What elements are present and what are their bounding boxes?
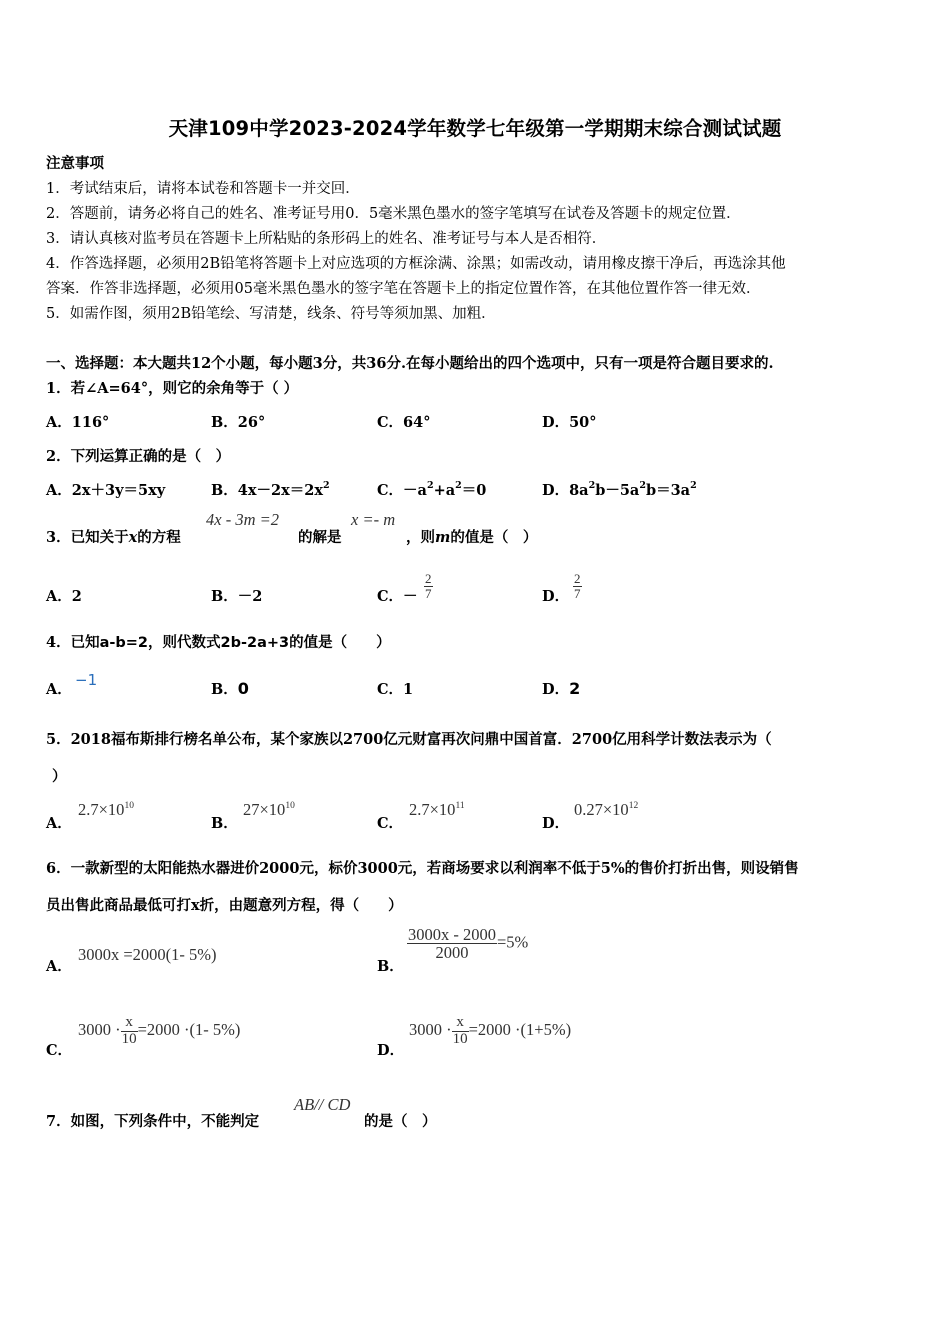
q3-option-c-fraction: $\frac{2}{7}$ bbox=[425, 571, 432, 601]
question-6-stem-line1: 6．一款新型的太阳能热水器进价2000元，标价3000元，若商场要求以利润率不低于5%的售价打折出售，则设销售 bbox=[46, 860, 799, 877]
q3-option-b: B．－2 bbox=[211, 588, 263, 605]
q2-option-c: C．$-a^2+a^2=0$ bbox=[377, 480, 487, 499]
q5-option-c-value: $2.7\times 10^{11}$ bbox=[409, 800, 465, 819]
q2-option-d: D．$8a^2b-5a^2b=3a^2$ bbox=[542, 480, 697, 499]
q3-solution: x =- m bbox=[351, 510, 396, 529]
q4-option-c: C．1 bbox=[377, 681, 414, 698]
notes-item-2: 2．答题前，请务必将自己的姓名、准考证号用0．5毫米黑色墨水的签字笔填写在试卷及答题卡的规定位置． bbox=[46, 206, 741, 222]
q2-option-b: B．$4x-2x=2x^2$ bbox=[211, 480, 330, 499]
q6-option-c-equation: 3000 · $\frac{x}{10}$ =2000 ·(1- 5%) bbox=[78, 1014, 241, 1047]
page-title: 天津109中学2023-2024学年数学七年级第一学期期末综合测试试题 bbox=[168, 117, 782, 140]
q6-option-d-label: D． bbox=[377, 1042, 405, 1059]
q3-option-d-label: D． bbox=[542, 588, 570, 605]
question-7-stem-end: 的是（ ） bbox=[364, 1113, 437, 1130]
q1-option-b: B．26° bbox=[211, 414, 266, 431]
question-4-stem: 4．已知a-b=2，则代数式2b-2a+3的值是（ ） bbox=[46, 634, 391, 651]
notes-item-3: 3．请认真核对监考员在答题卡上所粘贴的条形码上的姓名、准考证号与本人是否相符． bbox=[46, 231, 607, 247]
q4-option-d: D．2 bbox=[542, 679, 581, 698]
q3-stem-mid: 的解是 bbox=[298, 529, 342, 546]
q3-equation: 4x - 3m =2 bbox=[206, 510, 279, 529]
section-heading: 一、选择题：本大题共12个小题，每小题3分，共36分.在每小题给出的四个选项中，只有一项是符合题目要求的. bbox=[46, 355, 774, 372]
question-5-stem-line2: ） bbox=[52, 768, 67, 785]
q1-option-c: C．64° bbox=[377, 414, 431, 431]
q4-option-a-value: −1 bbox=[75, 671, 98, 689]
q6-option-a-equation: 3000x =2000(1- 5%) bbox=[78, 945, 217, 964]
question-5-stem-line1: 5．2018福布斯排行榜名单公布，某个家族以2700亿元财富再次问鼎中国首富．2700亿用科学计数法表示为（ bbox=[46, 731, 772, 748]
q3-stem-end: ，则m的值是（ ） bbox=[406, 529, 538, 546]
notes-item-4-line2: 答案．作答非选择题，必须用05毫米黑色墨水的签字笔在答题卡上的指定位置作答，在其他位置作答一律无效． bbox=[46, 281, 761, 297]
question-1-stem: 1．若∠A=64°，则它的余角等于（ ） bbox=[46, 380, 299, 397]
q5-option-d-value: $0.27\times 10^{12}$ bbox=[574, 800, 639, 819]
q4-option-a-label: A． bbox=[46, 681, 72, 698]
q3-option-a: A．2 bbox=[46, 588, 82, 605]
q6-option-c-label: C． bbox=[46, 1042, 73, 1059]
q6-option-a-label: A． bbox=[46, 958, 72, 975]
q4-option-b: B．0 bbox=[211, 679, 249, 698]
q3-option-d-fraction: $\frac{2}{7}$ bbox=[574, 571, 581, 601]
q5-option-d-label: D． bbox=[542, 815, 570, 832]
q2-option-a: A．2x＋3y＝5xy bbox=[46, 482, 166, 499]
q6-option-b-label: B． bbox=[377, 958, 404, 975]
notes-item-4-line1: 4．作答选择题，必须用2B铅笔将答题卡上对应选项的方框涂满、涂黑；如需改动，请用橡皮擦干净后，再选涂其他 bbox=[46, 256, 786, 272]
q5-option-a-value: $2.7\times 10^{10}$ bbox=[78, 800, 134, 819]
question-7-stem-start: 7．如图，下列条件中，不能判定 bbox=[46, 1113, 260, 1130]
q1-option-a: A．116° bbox=[46, 414, 110, 431]
notes-item-5: 5．如需作图，须用2B铅笔绘、写清楚，线条、符号等须加黑、加粗． bbox=[46, 306, 496, 322]
notes-heading: 注意事项 bbox=[46, 155, 104, 172]
q5-option-c-label: C． bbox=[377, 815, 404, 832]
q5-option-b-label: B． bbox=[211, 815, 238, 832]
notes-item-1: 1．考试结束后，请将本试卷和答题卡一并交回． bbox=[46, 181, 360, 197]
q5-option-b-value: $27\times 10^{10}$ bbox=[243, 800, 295, 819]
q6-option-d-equation: 3000 · $\frac{x}{10}$ =2000 ·(1+5%) bbox=[409, 1014, 572, 1047]
q3-option-c-label: C．－ bbox=[377, 588, 418, 605]
q7-relation: AB// CD bbox=[294, 1095, 351, 1114]
question-2-stem: 2．下列运算正确的是（ ） bbox=[46, 448, 231, 465]
question-6-stem-line2: 员出售此商品最低可打x折，由题意列方程，得（ ） bbox=[46, 897, 403, 914]
q5-option-a-label: A． bbox=[46, 815, 72, 832]
q6-option-b-equation: $\frac{3000x - 2000}{2000}$ =5% bbox=[408, 925, 529, 963]
q1-option-d: D．50° bbox=[542, 414, 597, 431]
question-3-stem-start: 3．已知关于x的方程 bbox=[46, 529, 181, 546]
